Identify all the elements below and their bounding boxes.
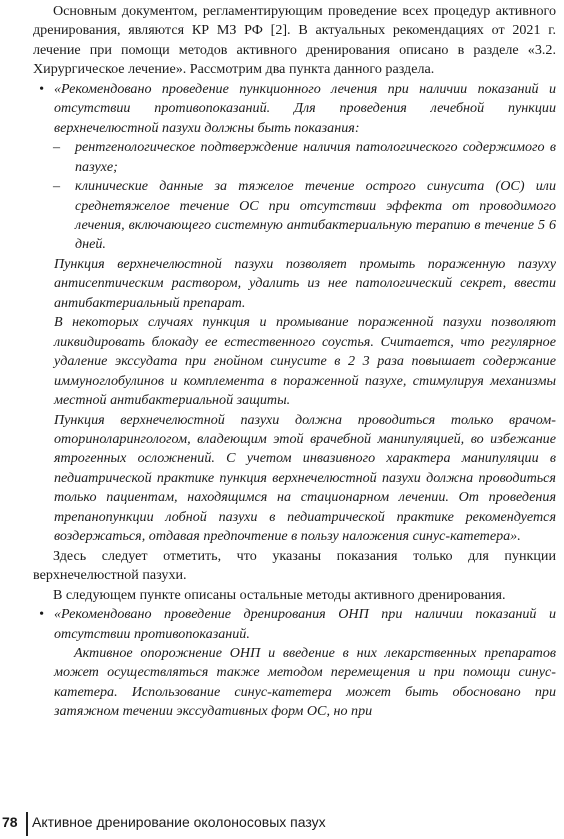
bullet-marker: •: [39, 606, 44, 623]
quote-2-body: [33, 644, 556, 722]
quote-paragraph: В некоторых случаях пункция и промывание пораженной пазухи позволяют ликвидировать блокаду ее естественного соустья. Считается, что регулярное удаление экссудата при гнойном синусите в 2 3 раза повышает содержание иммуноглобулинов и комплемента в пораженной пазухе, стимулируя механизмы местной антибактериальной защиты.: [54, 314, 556, 409]
dash-marker: –: [53, 178, 61, 195]
bullet-marker: •: [39, 80, 44, 97]
indication-text: рентгенологическое подтверждение наличия патологического содержимого в пазухе;: [75, 139, 556, 175]
quote-paragraph: Пункция верхнечелюстной пазухи должна проводиться только врачом-оториноларингологом, владеющим этой врачебной манипуляцией, во избежание ятрогенных осложнений. С учетом инвазивного характера манипуляции в педиатрической практике пункция верхнечелюстной пазухи должна проводиться только пациентам, находящимся на стационарном лечении. От проведения трепанопункции лобной пазухи в педиатрической практике рекомендуется воздержаться, отдавая предпочтение в пользу наложения синус-катетера».: [54, 411, 556, 545]
dash-marker: –: [53, 139, 61, 156]
indication-item: [33, 177, 556, 255]
quote-paragraph: Активное опорожнение ОНП и введение в них лекарственных препаратов может осуществляться также методом перемещения и при помощи синус-катетера. Использование синус-катетера может быть обосновано при затяжном течении экссудативных форм ОС, но при: [54, 644, 556, 720]
body-text: [33, 2, 556, 722]
quote-1-body: [33, 255, 556, 547]
quote-1-lead: «Рекомендовано проведение пункционного лечения при наличии показаний и отсутствии противопоказаний. Для проведения лечебной пункции верхнечелюстной пазухи должны быть показания:: [54, 80, 556, 136]
indication-text: клинические данные за тяжелое течение острого синусита (ОС) или среднетяжелое течение ОС при отсутствии эффекта от проводимого лечения, включающего системную антибактериальную терапию в течение 5 6 дней.: [75, 178, 556, 253]
running-title: Активное дренирование околоносовых пазух: [32, 814, 326, 830]
quote-paragraph: Пункция верхнечелюстной пазухи позволяет промыть пораженную пазуху антисептическим раствором, удалить из нее патологический секрет, ввести антибактериальный препарат.: [54, 255, 556, 311]
quote-2-bullet: [33, 605, 556, 644]
note-paragraph: Здесь следует отметить, что указаны показания только для пункции верхнечелюстной пазухи.: [33, 547, 556, 584]
page-number: 78: [2, 814, 18, 830]
note-paragraph: В следующем пункте описаны остальные методы активного дренирования.: [53, 586, 506, 603]
quote-2-lead: «Рекомендовано проведение дренирования ОНП при наличии показаний и отсутствии противопоказаний.: [54, 606, 556, 642]
page-footer: [0, 812, 564, 836]
quote-1-bullet: [33, 80, 556, 138]
footer-divider: [26, 812, 28, 836]
intro-paragraph: Основным документом, регламентирующим проведение всех процедур активного дренирования, являются КР МЗ РФ [2]. В актуальных рекомендациях от 2021 г. лечение при помощи методов активного дренирования описано в разделе «3.2. Хирургическое лечение». Рассмотрим два пункта данного раздела.: [33, 3, 556, 78]
indication-item: [33, 138, 556, 177]
